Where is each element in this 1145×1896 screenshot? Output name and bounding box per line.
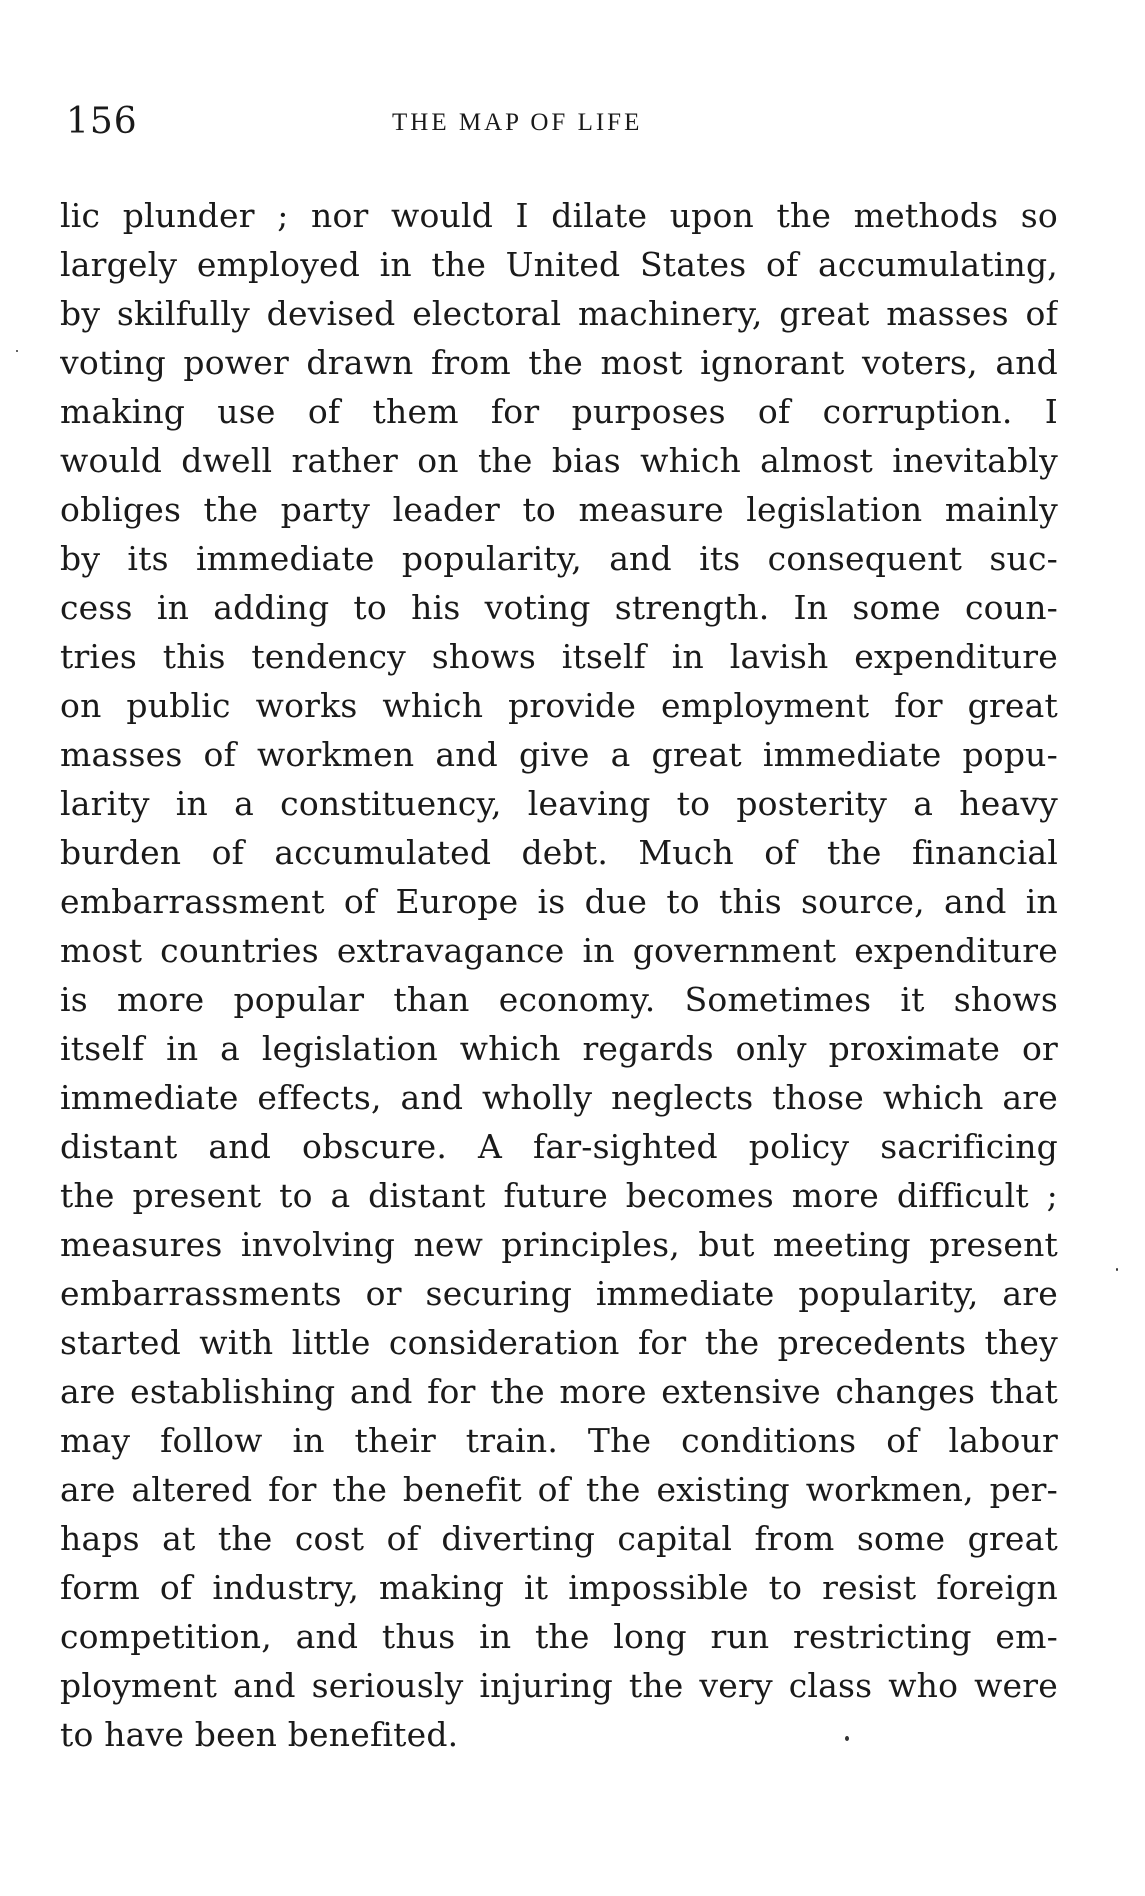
body-paragraph [60,191,1058,1759]
text-line: ployment and seriously injuring the very class who were [60,1666,1058,1705]
text-line: immediate effects, and wholly neglects those which are [60,1078,1058,1117]
scan-speck [1116,1268,1118,1271]
running-title: THE MAP OF LIFE [392,109,643,136]
text-line: masses of workmen and give a great immediate popu- [60,735,1058,774]
text-line: burden of accumulated debt. Much of the financial [60,833,1058,872]
scan-speck [845,1736,849,1741]
text-line: most countries extravagance in government expenditure [60,931,1058,970]
text-line: form of industry, making it impossible to resist foreign [60,1568,1058,1607]
text-line: larity in a constituency, leaving to posterity a heavy [60,784,1058,823]
text-line: embarrassment of Europe is due to this source, and in [60,882,1058,921]
text-line: by skilfully devised electoral machinery, great masses of [60,294,1058,333]
text-line: tries this tendency shows itself in lavish expenditure [60,637,1058,676]
scan-speck [16,350,18,352]
text-line: competition, and thus in the long run restricting em- [60,1617,1058,1656]
text-line: may follow in their train. The conditions of labour [60,1421,1058,1460]
text-line: making use of them for purposes of corruption. I [60,392,1058,431]
text-line: is more popular than economy. Sometimes it shows [60,980,1058,1019]
text-line: would dwell rather on the bias which almost inevitably [60,441,1058,480]
text-line: haps at the cost of diverting capital from some great [60,1519,1058,1558]
text-line: obliges the party leader to measure legislation mainly [60,490,1058,529]
text-line: on public works which provide employment for great [60,686,1058,725]
text-line: are establishing and for the more extensive changes that [60,1372,1058,1411]
text-line: are altered for the benefit of the existing workmen, per- [60,1470,1058,1509]
text-line: embarrassments or securing immediate popularity, are [60,1274,1058,1313]
text-line: to have been benefited. [60,1715,459,1754]
text-line: largely employed in the United States of accumulating, [60,245,1058,284]
text-line: started with little consideration for the precedents they [60,1323,1058,1362]
text-line: voting power drawn from the most ignorant voters, and [60,343,1058,382]
text-line: measures involving new principles, but meeting present [60,1225,1058,1264]
text-line: itself in a legislation which regards only proximate or [60,1029,1058,1068]
text-line: by its immediate popularity, and its consequent suc- [60,539,1058,578]
text-line: lic plunder ; nor would I dilate upon the methods so [60,196,1058,235]
text-line: cess in adding to his voting strength. In some coun- [60,588,1058,627]
text-line: the present to a distant future becomes more difficult ; [60,1176,1058,1215]
text-line: distant and obscure. A far-sighted policy sacrificing [60,1127,1058,1166]
page-number: 156 [66,101,138,142]
